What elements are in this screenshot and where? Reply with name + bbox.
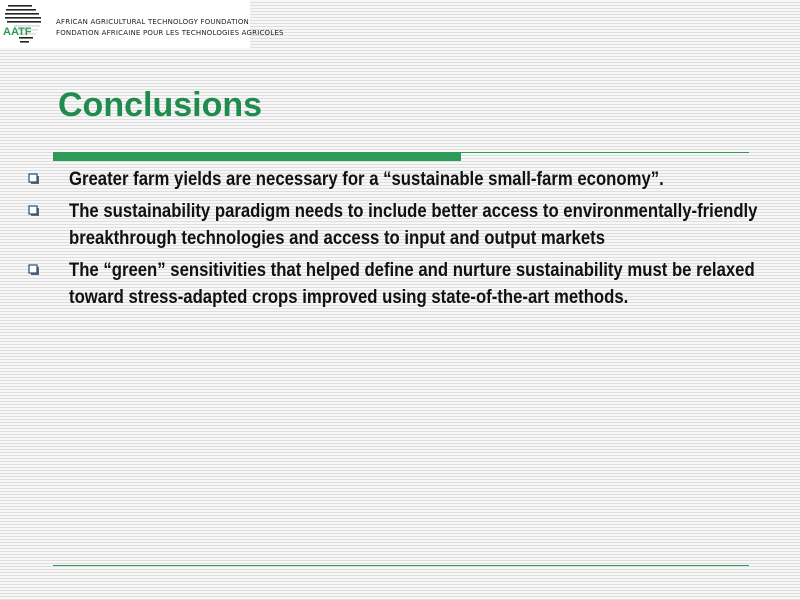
checkbox-bullet-icon	[28, 173, 40, 185]
bullet-text: The sustainability paradigm needs to include better access to environmentally-friendly breakthrough technologies and access to input and output markets	[69, 201, 758, 249]
checkbox-bullet-icon	[28, 205, 40, 217]
logo-name-english: AFRICAN AGRICULTURAL TECHNOLOGY FOUNDATION	[56, 18, 249, 26]
title-underline-thin	[461, 152, 749, 153]
logo-abbreviation: AATF	[3, 26, 32, 38]
checkbox-bullet-icon	[28, 264, 40, 276]
bullet-item	[28, 257, 768, 311]
bullet-text: Greater farm yields are necessary for a “sustainable small-farm economy”.	[69, 169, 664, 190]
footer-rule	[53, 565, 749, 566]
organization-logo	[0, 0, 284, 48]
bullet-item	[28, 166, 768, 193]
logo-name-french: FONDATION AFRICAINE POUR LES TECHNOLOGIES AGRICOLES	[56, 29, 284, 37]
bullet-list	[28, 166, 768, 316]
bullet-item	[28, 198, 768, 252]
bullet-text: The “green” sensitivities that helped define and nurture sustainability must be relaxed toward stress-adapted crops improved using state-of-the-art methods.	[69, 260, 755, 308]
africa-map-icon	[2, 2, 54, 46]
title-underline-thick	[53, 152, 461, 161]
slide-title: Conclusions	[58, 86, 263, 124]
